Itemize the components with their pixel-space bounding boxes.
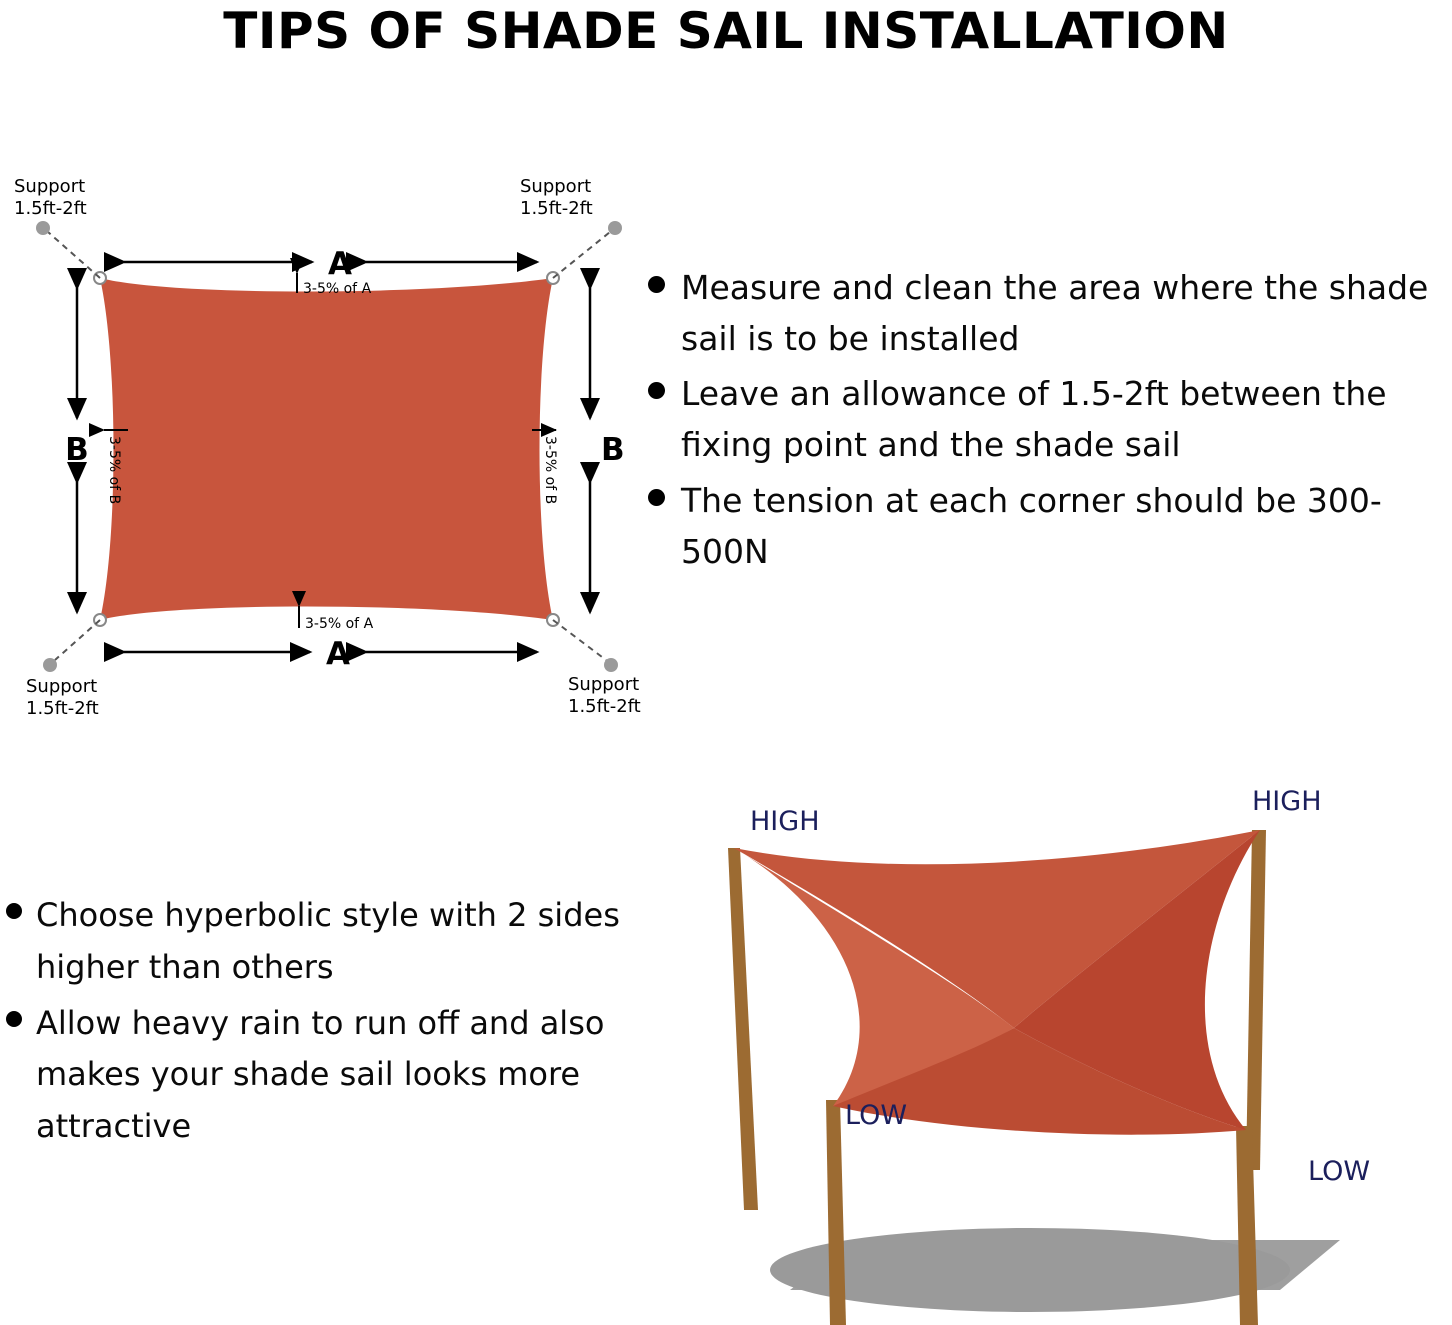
hyperbolic-sail-diagram (640, 770, 1452, 1325)
list-item (0, 998, 630, 1153)
support-anchor (608, 221, 622, 235)
curve-offset-top-label: 3-5% of A (303, 281, 372, 297)
list-item (648, 368, 1448, 470)
bullet-icon (6, 1011, 22, 1027)
bullet-icon (648, 382, 665, 399)
rectangular-sail-diagram (0, 160, 660, 740)
support-anchor (36, 221, 50, 235)
tip-text: Allow heavy rain to run off and also makes your shade sail looks more attractive (36, 1003, 605, 1146)
sail-shape (100, 278, 553, 620)
bullet-icon (648, 489, 665, 506)
ground-shadow-plate (790, 1240, 1340, 1290)
support-cable (55, 620, 100, 660)
tip-text: Measure and clean the area where the shade sail is to be installed (681, 268, 1429, 359)
installation-tips-list (648, 262, 1448, 581)
support-label-bottom-left-line1: Support (26, 676, 98, 697)
support-anchor (604, 658, 618, 672)
support-cable (553, 620, 606, 660)
dim-label-right-b: B (601, 432, 625, 468)
label-low-right: LOW (1308, 1156, 1371, 1187)
list-item (648, 475, 1448, 577)
support-label-bottom-left-line2: 1.5ft-2ft (26, 698, 99, 719)
dim-label-bottom-a: A (326, 636, 350, 672)
list-item (648, 262, 1448, 364)
support-label-bottom-right-line1: Support (568, 674, 640, 695)
dim-label-left-b: B (65, 432, 89, 468)
post-high-left (728, 848, 758, 1210)
support-cable (48, 232, 100, 278)
support-label-top-left-line2: 1.5ft-2ft (14, 198, 87, 219)
support-label-bottom-right-line2: 1.5ft-2ft (568, 696, 641, 717)
bullet-icon (648, 276, 665, 293)
support-label-top-right-line2: 1.5ft-2ft (520, 198, 593, 219)
dim-label-top-a: A (328, 246, 352, 282)
support-label-top-left-line1: Support (14, 176, 86, 197)
support-label-top-right-line1: Support (520, 176, 592, 197)
curve-offset-bottom-label: 3-5% of A (305, 616, 374, 632)
label-low-left: LOW (845, 1100, 908, 1131)
tip-text: Choose hyperbolic style with 2 sides higher than others (36, 896, 620, 986)
bullet-icon (6, 903, 22, 919)
hyperbolic-tips-list (0, 890, 630, 1157)
page-title: TIPS OF SHADE SAIL INSTALLATION (223, 2, 1229, 60)
label-high-right: HIGH (1252, 786, 1322, 817)
curve-offset-right-label: 3-5% of B (542, 436, 558, 505)
label-high-left: HIGH (750, 806, 820, 837)
tip-text: Leave an allowance of 1.5-2ft between the fixing point and the shade sail (681, 374, 1387, 465)
support-cable (553, 232, 610, 278)
tip-text: The tension at each corner should be 300-500N (681, 480, 1382, 571)
post-high-right (1246, 830, 1266, 1170)
support-anchor (43, 658, 57, 672)
list-item (0, 890, 630, 994)
curve-offset-left-label: 3-5% of B (106, 436, 122, 505)
